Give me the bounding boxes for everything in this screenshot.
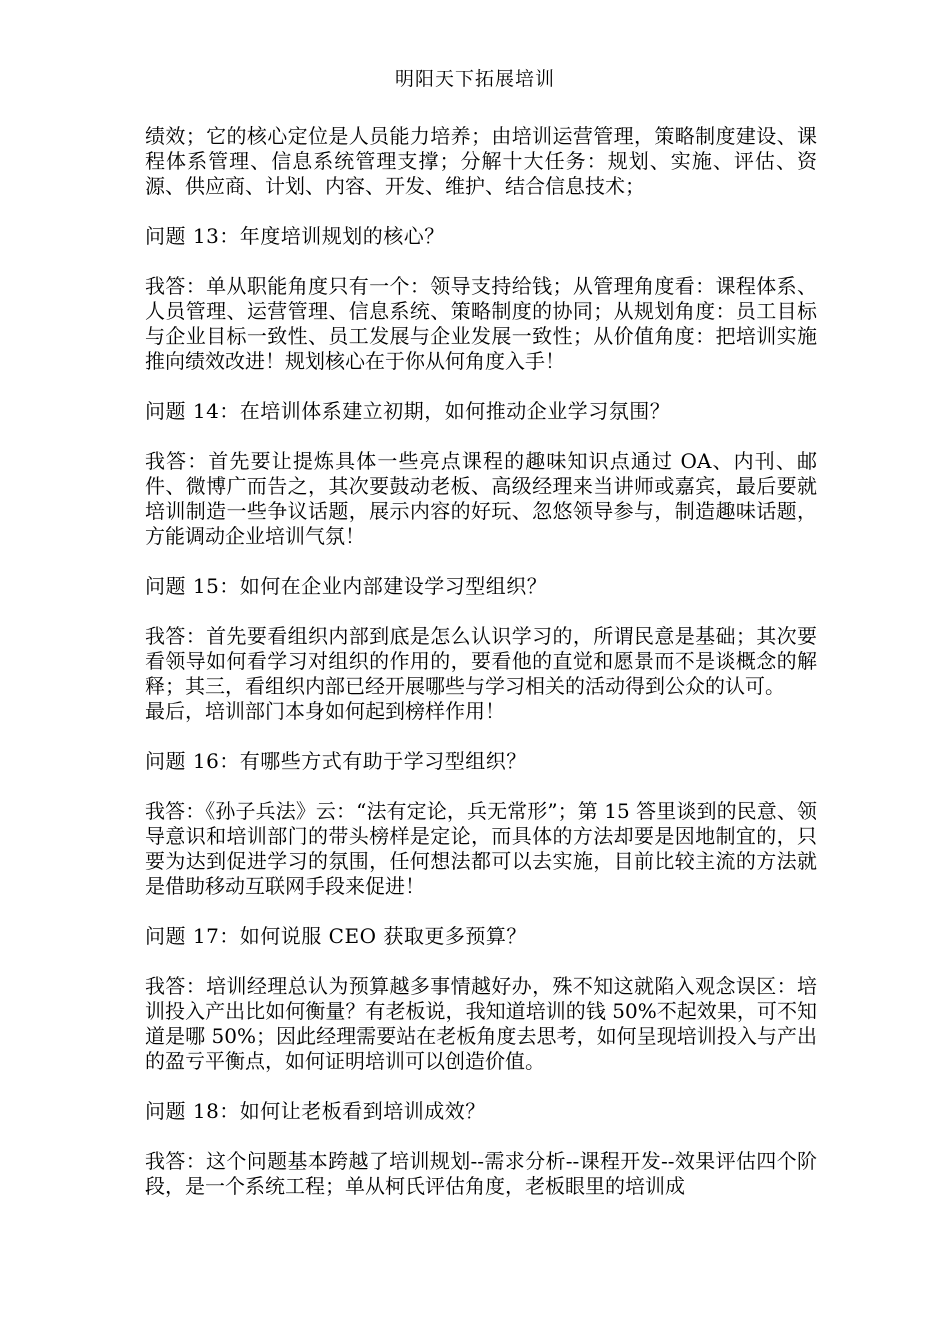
question-13: 问题 13：年度培训规划的核心？ (145, 224, 445, 248)
question-18: 问题 18：如何让老板看到培训成效？ (145, 1099, 486, 1123)
question-15: 问题 15：如何在企业内部建设学习型组织？ (145, 574, 548, 598)
question-16: 问题 16：有哪些方式有助于学习型组织？ (145, 749, 527, 773)
document-body (145, 124, 817, 1224)
question-17: 问题 17：如何说服 CEO 获取更多预算？ (145, 924, 527, 948)
answer-13: 我答：单从职能角度只有一个：领导支持给钱；从管理角度看：课程体系、人员管理、运营管理、信息系统、策略制度的协同；从规划角度：员工目标与企业目标一致性、员工发展与企业发展一致性；从价值角度：把培训实施推向绩效改进！规划核心在于你从何角度入手！ (145, 274, 817, 373)
answer-18: 我答：这个问题基本跨越了培训规划--需求分析--课程开发--效果评估四个阶段，是一个系统工程；单从柯氏评估角度，老板眼里的培训成 (145, 1149, 817, 1198)
answer-15-conclusion: 最后，培训部门本身如何起到榜样作用！ (145, 699, 505, 723)
page-header-title: 明阳天下拓展培训 (394, 68, 555, 90)
answer-15: 我答：首先要看组织内部到底是怎么认识学习的，所谓民意是基础；其次要看领导如何看学习对组织的作用的，要看他的直觉和愿景而不是谈概念的解释；其三，看组织内部已经开展哪些与学习相关的活动得到公众的认可。 (145, 624, 817, 698)
answer-16: 我答：《孙子兵法》云：“法有定论，兵无常形”；第 15 答里谈到的民意、领导意识和培训部门的带头榜样是定论，而具体的方法却要是因地制宜的，只要为达到促进学习的氛围，任何想法都可以去实施，目前比较主流的方法就是借助移动互联网手段来促进！ (145, 799, 817, 898)
answer-17: 我答：培训经理总认为预算越多事情越好办，殊不知这就陷入观念误区：培训投入产出比如何衡量？有老板说，我知道培训的钱 50%不起效果，可不知道是哪 50%；因此经理需要站在老板角度去思考，如何呈现培训投入与产出的盈亏平衡点，如何证明培训可以创造价值。 (145, 974, 817, 1073)
paragraph-intro: 绩效；它的核心定位是人员能力培养；由培训运营管理，策略制度建设、课程体系管理、信息系统管理支撑；分解十大任务：规划、实施、评估、资源、供应商、计划、内容、开发、维护、结合信息技术； (145, 124, 817, 198)
question-14: 问题 14：在培训体系建立初期，如何推动企业学习氛围？ (145, 399, 671, 423)
answer-14: 我答：首先要让提炼具体一些亮点课程的趣味知识点通过 OA、内刊、邮件、微博广而告之，其次要鼓动老板、高级经理来当讲师或嘉宾，最后要就培训制造一些争议话题，展示内容的好玩、忽悠领导参与，制造趣味话题，方能调动企业培训气氛！ (145, 449, 817, 548)
